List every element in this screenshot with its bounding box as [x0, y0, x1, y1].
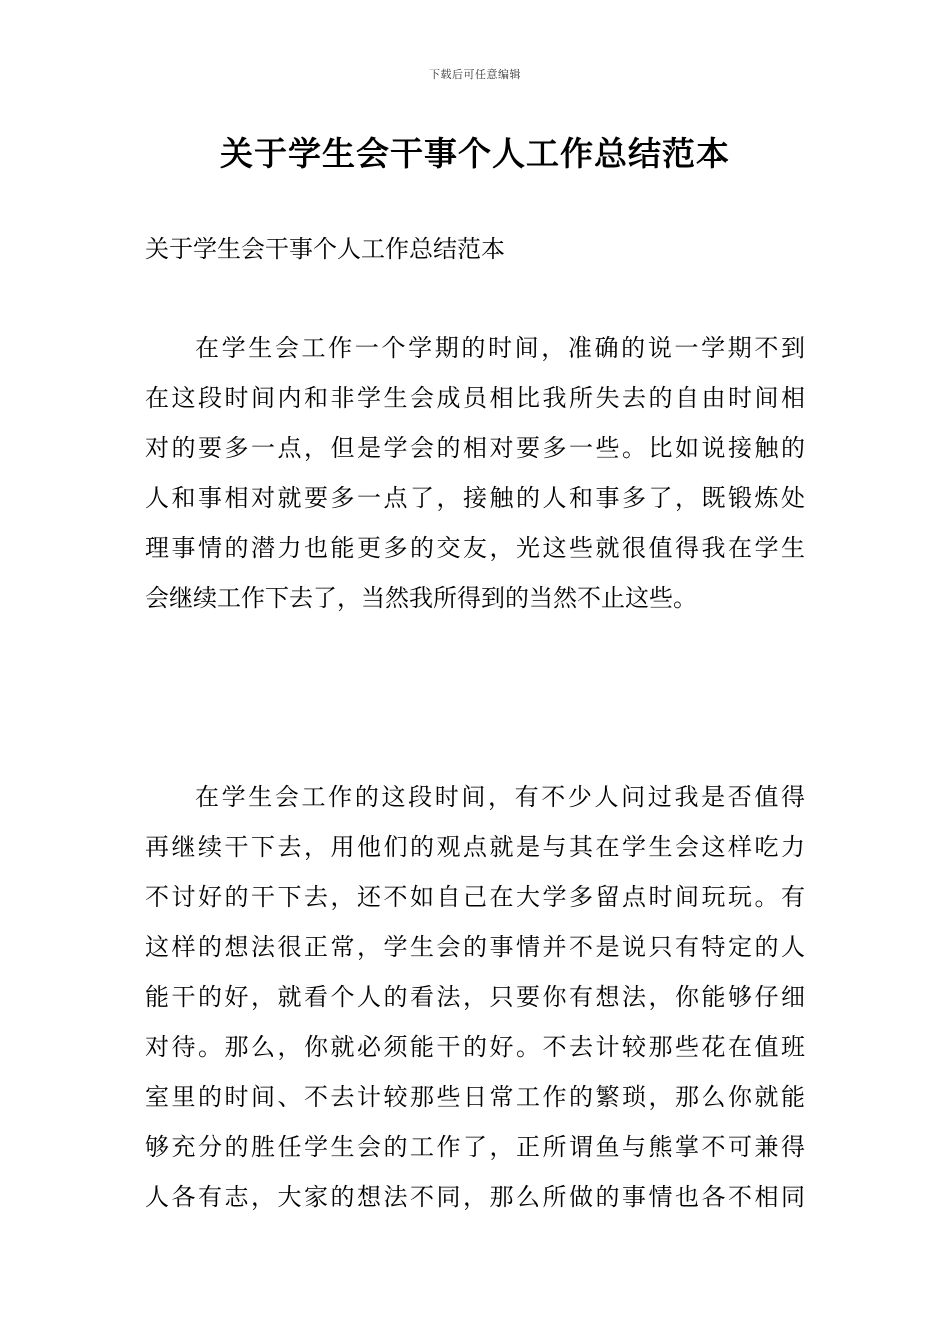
paragraph-line: 这样的想法很正常，学生会的事情并不是说只有特定的人 — [145, 933, 805, 961]
paragraph-line: 对待。那么，你就必须能干的好。不去计较那些花在值班 — [145, 1033, 805, 1061]
paragraph-line: 人和事相对就要多一点了，接触的人和事多了，既锻炼处 — [145, 484, 805, 512]
document-subtitle: 关于学生会干事个人工作总结范本 — [145, 235, 505, 263]
download-editable-note: 下载后可任意编辑 — [429, 68, 521, 81]
paragraph-2 — [145, 772, 805, 1222]
paragraph-line: 在这段时间内和非学生会成员相比我所失去的自由时间相 — [145, 384, 805, 412]
paragraph-line: 在学生会工作的这段时间，有不少人问过我是否值得 — [195, 783, 805, 811]
paragraph-line: 不讨好的干下去，还不如自己在大学多留点时间玩玩。有 — [145, 883, 805, 911]
paragraph-1 — [145, 323, 805, 623]
paragraph-line: 再继续干下去，用他们的观点就是与其在学生会这样吃力 — [145, 833, 805, 861]
document-title: 关于学生会干事个人工作总结范本 — [220, 134, 730, 173]
paragraph-line: 在学生会工作一个学期的时间，准确的说一学期不到 — [195, 334, 805, 362]
paragraph-line: 理事情的潜力也能更多的交友，光这些就很值得我在学生 — [145, 534, 805, 562]
paragraph-line: 室里的时间、不去计较那些日常工作的繁琐，那么你就能 — [145, 1083, 805, 1111]
paragraph-line: 够充分的胜任学生会的工作了，正所谓鱼与熊掌不可兼得 — [145, 1133, 805, 1161]
paragraph-line: 能干的好，就看个人的看法，只要你有想法，你能够仔细 — [145, 983, 805, 1011]
paragraph-line: 会继续工作下去了，当然我所得到的当然不止这些。 — [145, 584, 697, 612]
paragraph-line: 对的要多一点，但是学会的相对要多一些。比如说接触的 — [145, 434, 805, 462]
paragraph-line: 人各有志，大家的想法不同，那么所做的事情也各不相同 — [145, 1183, 805, 1211]
